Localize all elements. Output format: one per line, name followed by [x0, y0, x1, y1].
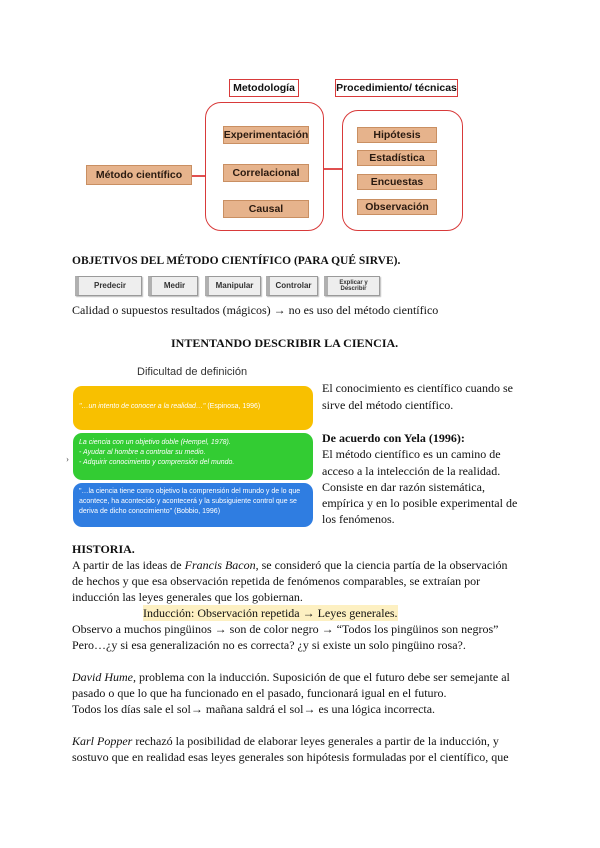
author-name: David Hume,: [72, 670, 136, 684]
tab-manipular: Manipular: [205, 276, 261, 296]
tecnica-item: Estadística: [357, 150, 437, 166]
metodo-cientifico-box: Método científico: [86, 165, 192, 185]
box-line: - Adquirir conocimiento y comprensión del mundo.: [79, 459, 235, 467]
definition-box-espinosa: [73, 386, 313, 430]
connector-line: [192, 175, 205, 177]
side-line: Consiste en dar razón sistemática,: [322, 480, 485, 494]
historia-line: Pero…¿y si esa generalización no es correcta? ¿y si existe un solo pingüino rosa?.: [72, 638, 466, 652]
text-span: A partir de las ideas de: [72, 558, 185, 572]
tecnica-item: Encuestas: [357, 174, 437, 190]
box-line: La ciencia con un objetivo doble (Hempel, 1978).: [79, 439, 231, 446]
historia-line: [72, 557, 508, 573]
tab-medir: Medir: [148, 276, 198, 296]
text-span: rechazó la posibilidad de elaborar leyes generales a partir de la inducción, y: [132, 734, 499, 748]
induccion-highlight: Inducción: Observación repetida → Leyes generales.: [143, 606, 398, 620]
metodologia-item: Causal: [223, 200, 309, 218]
historia-line: Todos los días sale el sol→ mañana saldrá el sol→ es una lógica incorrecta.: [72, 702, 436, 716]
yela-heading: De acuerdo con Yela (1996):: [322, 431, 465, 445]
side-mark: ›: [66, 454, 69, 464]
historia-line: [72, 669, 510, 685]
historia-line: sostuvo que en realidad esas leyes generales son hipótesis formuladas por el científico, que: [72, 750, 509, 764]
box-line: - Ayudar al hombre a controlar su medio.: [79, 449, 206, 457]
objetivos-heading: OBJETIVOS DEL MÉTODO CIENTÍFICO (PARA QUÉ SIRVE).: [72, 255, 401, 267]
side-line: El método científico es un camino de: [322, 447, 501, 461]
historia-line: pasado o que lo que ha funcionado en el pasado, funcionará igual en el futuro.: [72, 686, 447, 700]
metodologia-item: Correlacional: [223, 164, 309, 182]
text-span: , se consideró que la ciencia partía de la observación: [255, 558, 508, 572]
author-name: Karl Popper: [72, 734, 133, 748]
side-line: El conocimiento es científico cuando se: [322, 381, 513, 395]
tab-predecir: Predecir: [75, 276, 142, 296]
quote-citation: (Bobbio, 1996): [174, 508, 221, 516]
text-span: problema con la inducción. Suposición de que el futuro debe ser semejante al: [135, 670, 510, 684]
procedimiento-header: Procedimiento/ técnicas: [335, 79, 458, 97]
quote-text: "…un intento de conocer a la realidad…": [79, 403, 206, 410]
objetivos-note: Calidad o supuestos resultados (mágicos) → no es uso del método científico: [72, 303, 439, 317]
side-line: empírica y en lo posible experimental de: [322, 496, 518, 510]
definition-box-hempel: [73, 433, 313, 480]
definition-box-bobbio: [73, 483, 313, 527]
ciencia-heading: INTENTANDO DESCRIBIR LA CIENCIA.: [171, 336, 399, 350]
quote-citation: (Espinosa, 1996): [207, 403, 261, 410]
historia-line: [72, 733, 499, 749]
connector-line: [324, 168, 342, 170]
author-name: Francis Bacon: [184, 558, 256, 572]
tab-controlar: Controlar: [266, 276, 318, 296]
side-line: los fenómenos.: [322, 512, 395, 526]
historia-heading: HISTORIA.: [72, 542, 135, 556]
side-line: acceso a la intelección de la realidad.: [322, 464, 501, 478]
tecnica-item: Hipótesis: [357, 127, 437, 143]
metodologia-header: Metodología: [229, 79, 299, 97]
quote-text: "…la ciencia tiene como objetivo la comprensión del mundo y de lo que acontece, ha acontecido y acontecerá y la subsiguiente control que se deriva de dicho conocimiento": [79, 488, 301, 516]
historia-line: de hechos y que esa observación repetida de fenómenos comparables, se extraían por: [72, 574, 481, 588]
tab-explicar-describir: Explicar y Describir: [324, 276, 380, 296]
metodologia-item: Experimentación: [223, 126, 309, 144]
historia-line: Observo a muchos pingüinos → son de color negro → “Todos los pingüinos son negros”: [72, 622, 499, 636]
side-line: sirve del método científico.: [322, 398, 454, 412]
tecnica-item: Observación: [357, 199, 437, 215]
dificultad-title: Dificultad de definición: [137, 366, 248, 378]
historia-line: inducción las leyes generales que los gobiernan.: [72, 590, 303, 604]
